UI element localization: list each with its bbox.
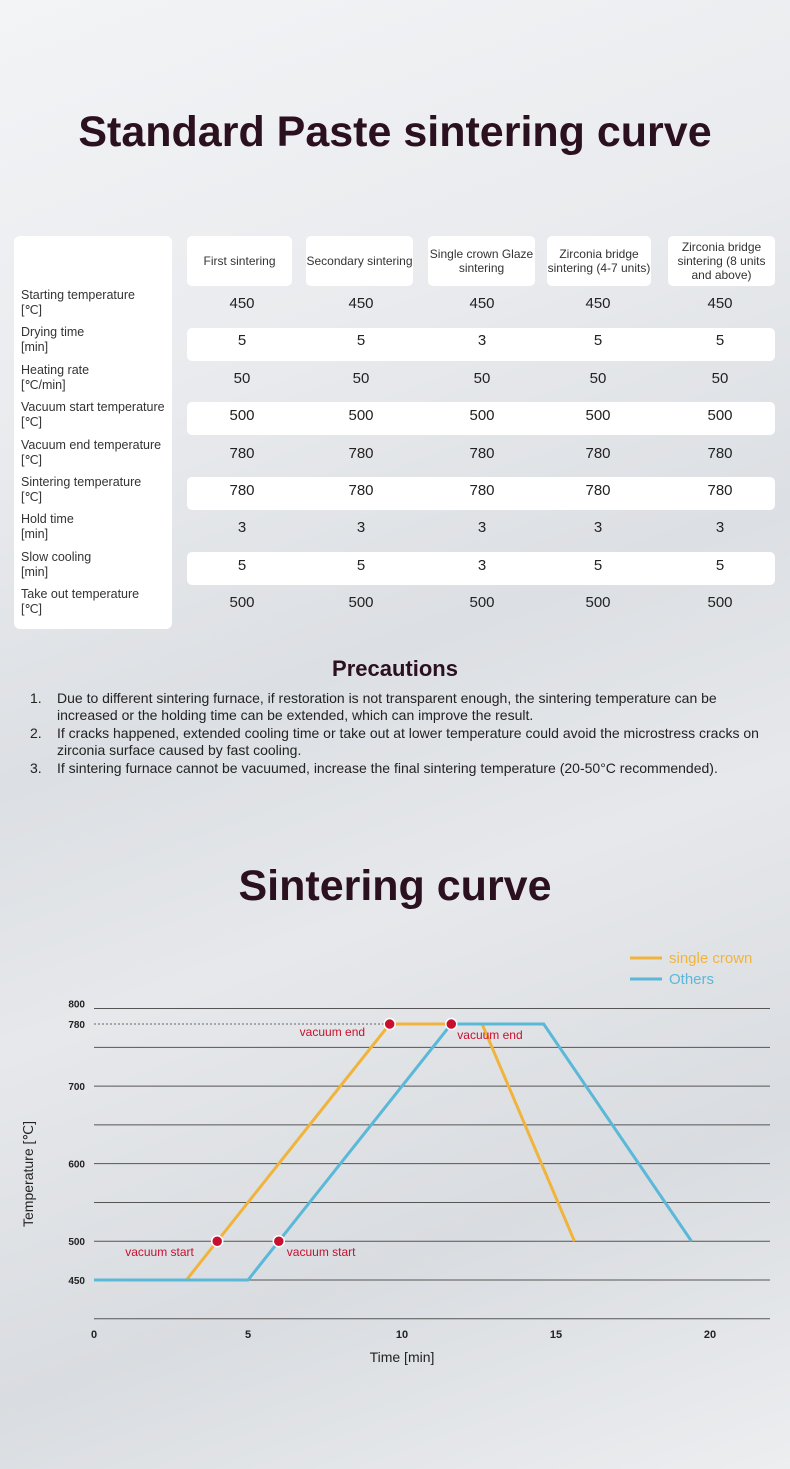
row-label: Hold time xyxy=(21,512,74,527)
table-cell: 780 xyxy=(585,482,611,499)
precaution-number: 1. xyxy=(30,690,42,706)
y-tick-label: 800 xyxy=(68,999,85,1011)
table-cell: 500 xyxy=(707,594,733,612)
table-cell: 5 xyxy=(237,556,247,574)
x-tick-label: 20 xyxy=(703,1329,717,1341)
row-label: Slow cooling xyxy=(21,549,92,564)
y-tick-label: 600 xyxy=(68,1159,85,1171)
table-cell: 500 xyxy=(348,594,374,612)
x-tick-label: 15 xyxy=(549,1329,563,1341)
table-cell: 780 xyxy=(469,444,495,462)
column-header: Zirconia bridge sintering (4-7 units) xyxy=(547,236,651,286)
table-cell: 50 xyxy=(233,369,251,387)
precaution-number: 2. xyxy=(30,725,42,741)
row-unit: [℃] xyxy=(21,452,42,467)
table-cell: 780 xyxy=(348,482,374,499)
table-cell: 3 xyxy=(237,519,247,537)
row-unit: [℃] xyxy=(21,490,42,504)
row-unit: [℃] xyxy=(21,602,42,617)
legend-label: single crown xyxy=(669,950,753,967)
table-cell: 500 xyxy=(585,407,611,425)
precaution-text: If sintering furnace cannot be vacuumed, increase the final sintering temperature (20-50°C recommended). xyxy=(57,760,718,776)
annotation-label: vacuum end xyxy=(299,1025,366,1040)
table-cell: 450 xyxy=(585,295,611,312)
x-tick-label: 5 xyxy=(244,1329,252,1341)
annotation-marker xyxy=(446,1019,457,1030)
table-cell: 780 xyxy=(707,444,733,462)
column-header: Secondary sintering xyxy=(306,236,413,286)
table-cell: 50 xyxy=(711,369,729,387)
column-header: First sintering xyxy=(187,236,292,286)
row-label: Heating rate xyxy=(21,362,90,377)
row-unit: [℃/min] xyxy=(21,377,66,392)
table-cell: 5 xyxy=(715,556,725,574)
precaution-text: If cracks happened, extended cooling time or take out at lower temperature could avoid the microstress cracks on zirconia surface caused by fast cooling. xyxy=(57,725,759,758)
y-tick-label: 450 xyxy=(68,1276,85,1287)
table-cell: 780 xyxy=(707,482,733,499)
table-cell: 450 xyxy=(348,295,374,312)
row-label: Take out temperature xyxy=(21,587,140,602)
table-cell: 450 xyxy=(469,295,495,312)
row-label: Vacuum end temperature xyxy=(21,437,162,452)
precaution-number: 3. xyxy=(30,760,42,776)
column-header: Single crown Glaze sintering xyxy=(428,236,535,286)
y-tick-label: 780 xyxy=(68,1020,85,1032)
table-cell: 5 xyxy=(356,556,366,574)
table-cell: 780 xyxy=(348,444,374,462)
table-cell: 500 xyxy=(469,594,495,612)
table-cell: 780 xyxy=(229,482,255,499)
x-tick-label: 10 xyxy=(395,1329,409,1341)
table-cell: 3 xyxy=(715,519,725,537)
table-cell: 780 xyxy=(585,444,611,462)
table-cell: 500 xyxy=(707,407,733,425)
annotation-marker xyxy=(212,1236,223,1247)
x-axis-label: Time [min] xyxy=(369,1349,435,1365)
table-cell: 500 xyxy=(229,594,255,612)
row-unit: [min] xyxy=(21,527,49,542)
table-cell: 50 xyxy=(473,369,491,387)
table-cell: 780 xyxy=(469,482,495,499)
precautions-title: Precautions xyxy=(332,656,458,681)
x-tick-label: 0 xyxy=(90,1329,98,1341)
table-cell: 3 xyxy=(477,332,487,350)
table-cell: 3 xyxy=(477,519,487,537)
annotation-marker xyxy=(384,1019,395,1030)
row-unit: [℃] xyxy=(21,303,42,317)
row-unit: [min] xyxy=(21,340,49,355)
page-title: Standard Paste sintering curve xyxy=(78,108,712,156)
curve-title: Sintering curve xyxy=(238,862,552,910)
row-label: Vacuum start temperature xyxy=(21,400,165,415)
table-cell: 3 xyxy=(356,519,366,537)
annotation-label: vacuum start xyxy=(125,1245,194,1260)
row-label: Starting temperature xyxy=(21,288,135,302)
table-cell: 450 xyxy=(707,295,733,312)
row-unit: [min] xyxy=(21,564,49,579)
y-tick-label: 700 xyxy=(68,1082,85,1094)
table-cell: 5 xyxy=(237,332,247,350)
table-cell: 5 xyxy=(593,556,603,574)
table-cell: 500 xyxy=(229,407,255,425)
y-tick-label: 500 xyxy=(68,1237,85,1249)
table-cell: 780 xyxy=(229,444,255,462)
table-cell: 500 xyxy=(348,407,374,425)
annotation-label: vacuum end xyxy=(457,1028,523,1043)
sintering-curve-chart xyxy=(0,940,790,1380)
annotation-marker xyxy=(273,1236,284,1247)
row-label: Sintering temperature xyxy=(21,475,142,489)
table-cell: 500 xyxy=(585,594,611,612)
table-cell: 5 xyxy=(593,332,603,350)
row-unit: [℃] xyxy=(21,415,42,430)
table-cell: 3 xyxy=(593,519,603,537)
y-axis-label: Temperature [℃] xyxy=(20,1121,36,1227)
legend-label: Others xyxy=(669,971,715,988)
table-cell: 50 xyxy=(589,369,607,387)
table-cell: 450 xyxy=(229,295,255,312)
table-cell: 3 xyxy=(477,556,487,574)
table-cell: 500 xyxy=(469,407,495,425)
row-label: Drying time xyxy=(21,325,85,340)
table-cell: 5 xyxy=(715,332,725,350)
column-header: Zirconia bridge sintering (8 units and above) xyxy=(668,236,775,286)
table-cell: 5 xyxy=(356,332,366,350)
precaution-text: Due to different sintering furnace, if restoration is not transparent enough, the sintering temperature can be increased or the holding time can be extended, which can improve the result. xyxy=(57,690,717,723)
annotation-label: vacuum start xyxy=(286,1245,356,1260)
table-cell: 50 xyxy=(352,369,370,387)
